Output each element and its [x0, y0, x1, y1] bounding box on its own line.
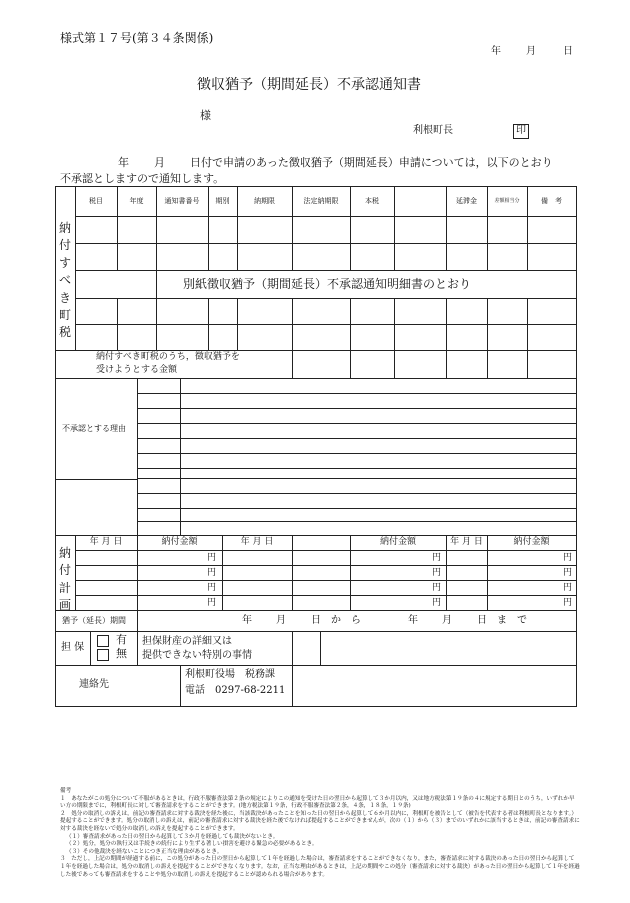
table-rule	[55, 378, 576, 379]
yen-unit: 円	[563, 598, 573, 608]
table-rule	[137, 478, 576, 479]
period-label: 猶予（延長）期間	[62, 616, 126, 625]
collateral-no-label: 無	[116, 647, 127, 660]
header-due-date: 納期限	[254, 197, 275, 205]
table-rule	[137, 453, 576, 454]
table-rule	[350, 298, 351, 378]
issuer-name: 利根町長	[413, 125, 453, 136]
seal-mark: 印	[513, 124, 529, 139]
intro-line-2: 不承認としますので通知します。	[60, 172, 225, 185]
table-rule	[180, 378, 181, 535]
table-rule	[156, 270, 157, 350]
plan-date-header-2: 年 月 日	[240, 537, 274, 547]
yen-unit: 円	[207, 553, 217, 563]
notes-heading: 備考	[60, 788, 72, 794]
table-rule	[55, 186, 577, 187]
table-rule	[55, 186, 56, 707]
table-rule	[137, 610, 138, 631]
period-to-year: 年	[408, 615, 418, 626]
table-rule	[320, 631, 321, 665]
header-tax-item: 税目	[89, 197, 103, 205]
table-rule	[394, 298, 395, 378]
header-late-fee: 延滞金	[456, 197, 477, 205]
period-from-day: 日 か ら	[311, 615, 361, 626]
collateral-detail-1: 担保財産の詳細又は	[142, 636, 232, 647]
table-rule	[75, 270, 576, 271]
tax-center-note: 別紙徴収猶予（期間延長）不承認通知明細書のとおり	[183, 277, 472, 291]
table-rule	[55, 479, 137, 480]
header-period: 期別	[215, 197, 230, 205]
table-rule	[137, 408, 576, 409]
note-item: （２）処分，処分の執行又は手続きの続行により生ずる著しい損害を避ける緊急の必要があるとき。	[66, 841, 318, 848]
note-item: ３ ただし，上記の期間が経過する前に，この処分があった日の翌日から起算して１年を経過した場合は，審査請求をすることができなくなり，また，審査請求に対する裁決のあった日の翌日から起算して１年を経過した場合は，処分の取消しの訴えを提起することができなくなります。なお，正当な理由があるときは，上記の期間やこの処分（審査請求に対する裁決）があった日の翌日から起算して１年を経過した後であっても審査請求をすることや処分の取消しの訴えを提起することが認められる場合があります。	[60, 856, 580, 878]
yen-unit: 円	[432, 568, 442, 578]
table-rule	[527, 298, 528, 378]
table-rule	[75, 324, 576, 325]
table-rule	[55, 610, 576, 611]
table-rule	[487, 298, 488, 378]
table-rule	[117, 298, 118, 350]
collateral-no-checkbox[interactable]	[97, 649, 109, 661]
table-rule	[75, 595, 576, 596]
collateral-yes-label: 有	[116, 633, 127, 646]
collateral-yes-checkbox[interactable]	[97, 635, 109, 647]
table-rule	[576, 186, 577, 707]
header-difference: 差額相当分	[494, 198, 520, 204]
collateral-detail-2: 提供できない特別の事情	[142, 650, 252, 661]
table-rule	[137, 493, 576, 494]
table-rule	[55, 706, 577, 707]
table-rule	[75, 580, 576, 581]
table-rule	[137, 521, 576, 522]
yen-unit: 円	[207, 598, 217, 608]
table-rule	[90, 631, 91, 665]
table-rule	[75, 565, 576, 566]
reason-label: 不承認とする理由	[62, 424, 126, 433]
plan-amount-header-1: 納付金額	[161, 537, 198, 547]
table-rule	[292, 631, 293, 665]
requested-amount-label-1: 納付すべき町税のうち，徴収猶予を	[96, 352, 240, 362]
payment-plan-side-label: 納付計画	[58, 546, 71, 613]
notes-section	[60, 788, 580, 879]
table-rule	[55, 631, 576, 632]
yen-unit: 円	[207, 568, 217, 578]
header-remarks: 備 考	[541, 197, 562, 205]
period-to-month: 月	[442, 615, 452, 626]
table-rule	[292, 535, 293, 610]
intro-month: 月	[154, 156, 165, 169]
yen-unit: 円	[207, 583, 217, 593]
plan-date-header-3: 年 月 日	[450, 537, 483, 547]
yen-unit: 円	[432, 598, 442, 608]
period-to-day: 日 ま で	[477, 615, 527, 626]
tax-side-label: 納付すべき町税	[58, 221, 71, 340]
period-from-month: 月	[276, 615, 286, 626]
note-item: ２ 処分の取消しの訴えは，前記の審査請求に対する裁決を経た後に，当該裁決があったことを知った日の翌日から起算して６か月以内に，利根町を被告として（被告を代表する者は利根町長となります。）提起することができます。処分の取消しの訴えは，前記の審査請求に対する裁決を経た後でなければ提起することができませんが，次の（１）から（３）までのいずれかに該当するときは，前記の審査請求に対する裁決を経ないで処分の取消しの訴えを提起することができます。	[60, 810, 580, 832]
table-rule	[75, 550, 576, 551]
table-rule	[292, 665, 293, 706]
table-rule	[446, 298, 447, 378]
table-rule	[137, 423, 576, 424]
note-item: （３）その他裁決を経ないことにつき正当な理由があるとき。	[66, 848, 223, 855]
contact-phone: 電話 0297-68-2211	[185, 685, 286, 696]
intro-year: 年	[118, 156, 129, 169]
table-rule	[55, 665, 576, 666]
table-rule	[237, 298, 238, 350]
yen-unit: 円	[432, 583, 442, 593]
date-month-label: 月	[526, 46, 536, 57]
table-rule	[137, 468, 576, 469]
table-rule	[180, 665, 181, 706]
date-year-label: 年	[491, 46, 501, 57]
note-item: （１）審査請求があった日の翌日から起算して３か月を経過しても裁決がないとき。	[66, 833, 279, 840]
document-title: 徴収猶予（期間延長）不承認通知書	[197, 77, 421, 93]
form-number: 様式第１７号(第３４条関係)	[60, 31, 214, 45]
note-item: １ あなたがこの処分について不服があるときは，行政不服審査法第２条の規定によりこの通知を受けた日の翌日から起算して３か月以内，又は地方税法第１９条の４に規定する期日とのうち，いずれか早い方の期限までに，利根町長に対して審査請求をすることができます。(地方税法第１９条，行政不服審査法第２条，４条，１８条，１９条)	[60, 795, 575, 810]
yen-unit: 円	[563, 583, 573, 593]
addressee-suffix: 様	[200, 109, 211, 122]
table-rule	[55, 350, 576, 351]
table-rule	[75, 216, 576, 217]
table-rule	[137, 438, 576, 439]
plan-amount-header-3: 納付金額	[513, 537, 550, 547]
requested-amount-label-2: 受けようとする金額	[96, 365, 178, 375]
header-principal-tax: 本税	[365, 197, 379, 205]
collateral-label: 担 保	[61, 642, 85, 653]
table-rule	[292, 298, 293, 378]
contact-label: 連絡先	[79, 679, 109, 690]
table-rule	[75, 298, 576, 299]
table-rule	[394, 186, 395, 270]
table-rule	[75, 186, 76, 350]
date-day-label: 日	[563, 46, 573, 57]
table-rule	[137, 393, 576, 394]
table-rule	[208, 298, 209, 350]
table-rule	[137, 378, 138, 535]
intro-line-1: 日付で申請のあった徴収猶予（期間延長）申請については，以下のとおり	[190, 156, 553, 169]
yen-unit: 円	[563, 568, 573, 578]
yen-unit: 円	[432, 553, 442, 563]
table-rule	[55, 535, 576, 536]
period-from-year: 年	[242, 615, 252, 626]
header-fiscal-year: 年度	[129, 197, 144, 205]
contact-office: 利根町役場 税務課	[185, 669, 275, 680]
header-notice-number: 通知書番号	[164, 197, 200, 205]
plan-amount-header-2: 納付金額	[379, 537, 416, 547]
table-rule	[137, 631, 138, 665]
header-legal-due-date: 法定納期限	[303, 197, 339, 205]
yen-unit: 円	[563, 553, 573, 563]
table-rule	[137, 508, 576, 509]
plan-date-header-1: 年 月 日	[89, 537, 123, 547]
table-rule	[75, 243, 576, 244]
